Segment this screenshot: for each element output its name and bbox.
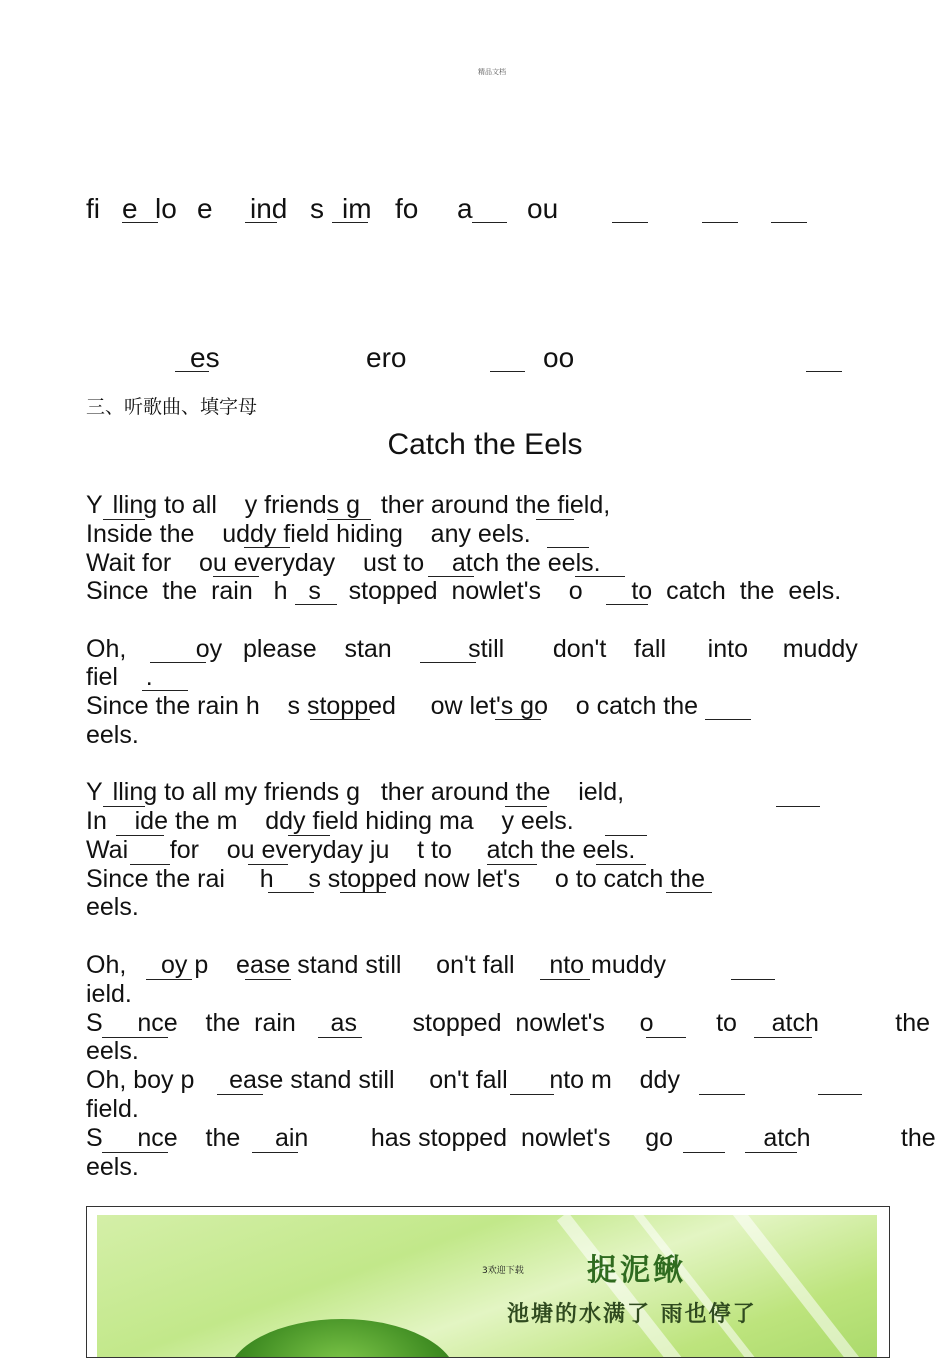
answer-blank bbox=[702, 195, 738, 223]
illustration-frame bbox=[86, 1206, 890, 1358]
answer-blank bbox=[646, 1037, 686, 1038]
answer-blank bbox=[754, 1037, 812, 1038]
lyric-line: S nce the rain as stopped nowlet's o to atch the bbox=[86, 1009, 931, 1037]
answer-blank bbox=[103, 519, 145, 520]
lyric-line: Wai for ou everyday ju t to atch the eels. bbox=[86, 836, 636, 864]
answer-blank bbox=[510, 1094, 554, 1095]
lyric-line: In ide the m ddy field hiding ma y eels. bbox=[86, 807, 574, 835]
answer-blank bbox=[699, 1094, 745, 1095]
lyric-line: Since the rain h s stopped nowlet's o to catch the eels. bbox=[86, 577, 842, 605]
answer-blank bbox=[103, 806, 145, 807]
answer-blank bbox=[605, 835, 647, 836]
answer-blank bbox=[146, 979, 192, 980]
answer-blank bbox=[487, 864, 537, 865]
lyric-line: field. bbox=[86, 1095, 139, 1123]
answer-blank bbox=[818, 1094, 862, 1095]
answer-blank bbox=[327, 519, 371, 520]
answer-blank bbox=[490, 344, 525, 372]
fragment-oo: oo bbox=[543, 342, 575, 373]
lyric-line: Y lling to all y friends g ther around the field, bbox=[86, 491, 611, 519]
fragment-a: a bbox=[457, 193, 473, 224]
answer-blank bbox=[252, 1152, 298, 1153]
answer-blank bbox=[596, 864, 646, 865]
answer-blank bbox=[731, 979, 775, 980]
answer-blank bbox=[268, 892, 314, 893]
fragment-e2: e bbox=[197, 193, 213, 224]
answer-blank bbox=[683, 1152, 725, 1153]
answer-blank bbox=[122, 195, 158, 223]
fragment-im: im bbox=[342, 193, 372, 224]
page-number: 3欢迎下载 bbox=[482, 1266, 524, 1276]
answer-blank bbox=[295, 604, 337, 605]
fragment-fi: fi bbox=[86, 193, 100, 224]
fragment-ou: ou bbox=[527, 193, 559, 224]
lyric-line: eels. bbox=[86, 893, 139, 921]
answer-blank bbox=[575, 576, 625, 577]
illustration-title: 捉泥鳅 bbox=[587, 1253, 686, 1288]
lyric-line: eels. bbox=[86, 721, 139, 749]
section-title: 三、听歌曲、填字母 bbox=[86, 396, 258, 418]
fragment-lo: lo bbox=[155, 193, 177, 224]
answer-blank bbox=[495, 719, 541, 720]
answer-blank bbox=[428, 576, 474, 577]
answer-blank bbox=[536, 519, 574, 520]
fragment-fo: fo bbox=[395, 193, 419, 224]
answer-blank bbox=[340, 892, 386, 893]
lyric-line: Wait for ou everyday ust to atch the eels. bbox=[86, 549, 601, 577]
answer-blank bbox=[310, 719, 370, 720]
answer-blank bbox=[776, 806, 820, 807]
lyric-line: Since the rai h s stopped now let's o to catch the bbox=[86, 865, 705, 893]
answer-blank bbox=[213, 576, 259, 577]
answer-blank bbox=[245, 195, 277, 223]
illustration-image bbox=[97, 1215, 877, 1358]
answer-blank bbox=[505, 806, 547, 807]
lyric-line: Y lling to all my friends g ther around the ield, bbox=[86, 778, 625, 806]
answer-blank bbox=[705, 719, 751, 720]
answer-blank bbox=[540, 979, 590, 980]
answer-blank bbox=[420, 662, 476, 663]
lyric-line: Oh, oy p ease stand still on't fall nto muddy bbox=[86, 951, 667, 979]
answer-blank bbox=[248, 864, 288, 865]
answer-blank bbox=[245, 979, 291, 980]
answer-blank bbox=[472, 195, 507, 223]
lyric-line: Since the rain h s stopped ow let's go o catch the bbox=[86, 692, 699, 720]
lyric-line: Oh, boy p ease stand still on't fall nto m ddy bbox=[86, 1066, 680, 1094]
answer-blank bbox=[771, 195, 807, 223]
answer-blank bbox=[217, 1094, 263, 1095]
answer-blank bbox=[612, 195, 648, 223]
song-title: Catch the Eels bbox=[387, 428, 583, 461]
answer-blank bbox=[116, 835, 164, 836]
answer-blank bbox=[102, 1037, 168, 1038]
lyric-line: Oh, oy please stan still don't fall into muddy bbox=[86, 635, 858, 663]
light-streak bbox=[731, 1206, 876, 1358]
answer-blank bbox=[806, 344, 842, 372]
lyric-line: S nce the ain has stopped nowlet's go atch the bbox=[86, 1124, 936, 1152]
answer-blank bbox=[288, 835, 330, 836]
lyric-line: eels. bbox=[86, 1037, 139, 1065]
answer-blank bbox=[745, 1152, 797, 1153]
fragment-ero: ero bbox=[366, 342, 407, 373]
answer-blank bbox=[318, 1037, 362, 1038]
lyric-line: fiel . bbox=[86, 663, 153, 691]
lyric-line: ield. bbox=[86, 980, 132, 1008]
answer-blank bbox=[130, 864, 170, 865]
answer-blank bbox=[547, 547, 589, 548]
answer-blank bbox=[142, 690, 188, 691]
fragment-e: e bbox=[122, 193, 138, 224]
lotus-leaf-shape bbox=[227, 1319, 457, 1358]
answer-blank bbox=[150, 662, 206, 663]
answer-blank bbox=[102, 1152, 168, 1153]
lyric-line: eels. bbox=[86, 1153, 139, 1181]
fragment-ind: ind bbox=[250, 193, 288, 224]
fragment-s: s bbox=[310, 193, 324, 224]
fragment-es: es bbox=[190, 342, 220, 373]
lyric-line: Inside the uddy field hiding any eels. bbox=[86, 520, 531, 548]
answer-blank bbox=[332, 195, 368, 223]
answer-blank bbox=[666, 892, 712, 893]
illustration-caption: 池塘的水满了 雨也停了 bbox=[507, 1301, 757, 1327]
answer-blank bbox=[606, 604, 648, 605]
header-note: 精品文档 bbox=[478, 68, 506, 76]
answer-blank bbox=[244, 547, 290, 548]
